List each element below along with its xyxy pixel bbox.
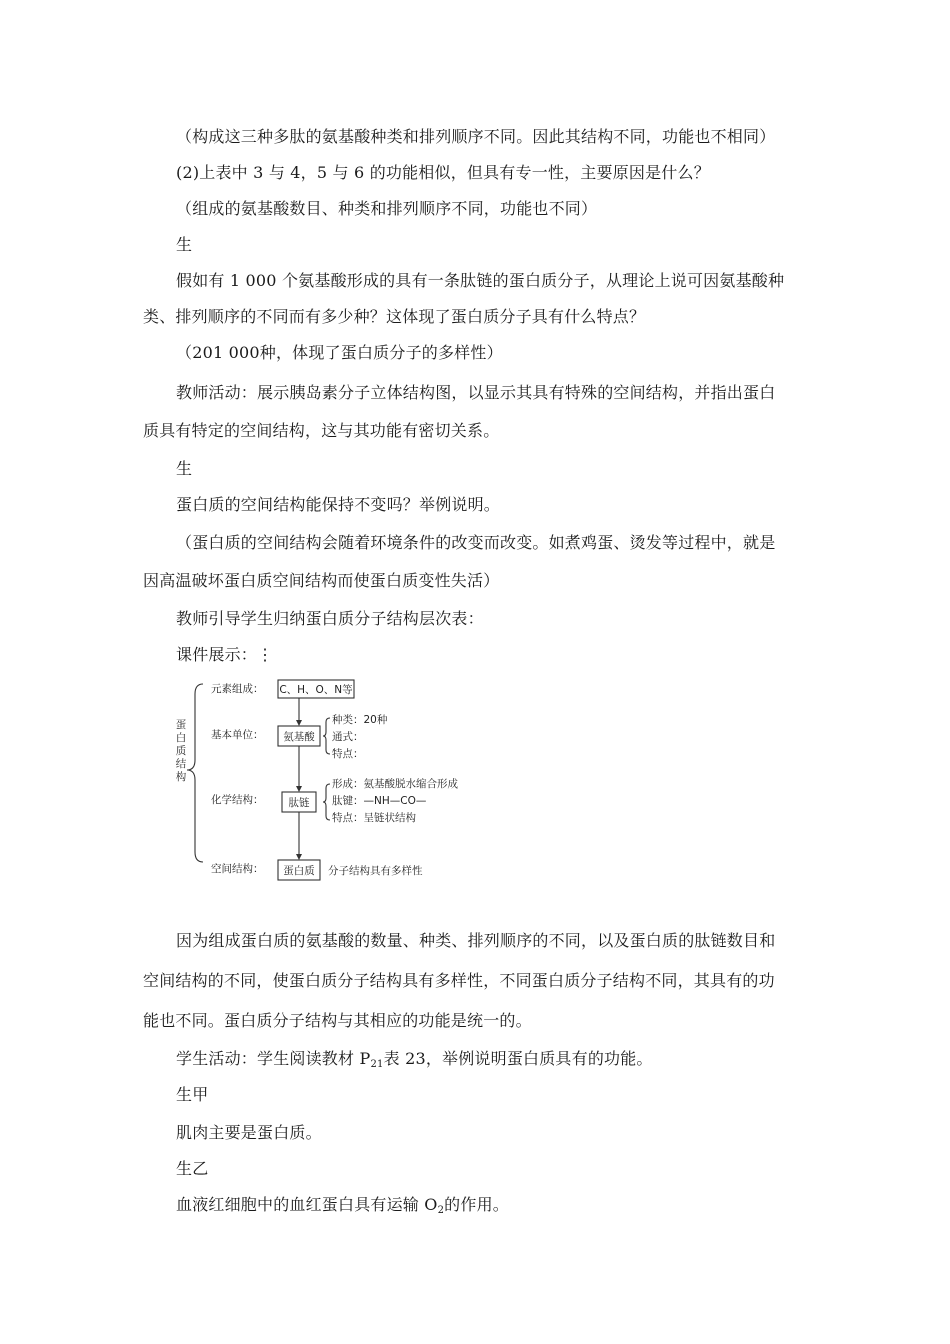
level-label: 化学结构： [211, 794, 264, 806]
speaker-label: 生乙 [176, 1159, 209, 1178]
text: 表 23，举例说明蛋白质具有的功能。 [383, 1049, 653, 1068]
paragraph: （构成这三种多肽的氨基酸种类和排列顺序不同。因此其结构不同，功能也不相同） [176, 127, 776, 146]
note: 种类：20种 [332, 714, 388, 726]
subscript: 21 [370, 1059, 384, 1070]
box-amino-acid-text: 氨基酸 [283, 731, 315, 743]
svg-text:蛋白质结构 [176, 719, 187, 783]
note: 特点：呈链状结构 [332, 812, 416, 824]
paragraph: 能也不同。蛋白质分子结构与其相应的功能是统一的。 [143, 1011, 532, 1030]
paragraph: （蛋白质的空间结构会随着环境条件的改变而改变。如煮鸡蛋、烫发等过程中，就是 [176, 533, 776, 552]
note: 肽键：—NH—CO— [332, 795, 427, 807]
speaker-label: 生 [176, 459, 193, 478]
root-label-char: 质 [175, 745, 187, 757]
paragraph: 因高温破坏蛋白质空间结构而使蛋白质变性失活） [143, 571, 500, 590]
paragraph: 蛋白质的空间结构能保持不变吗？举例说明。 [176, 495, 501, 514]
box-peptide-chain-text: 肽链 [288, 797, 310, 809]
root-label-char: 构 [175, 771, 187, 783]
text: 学生活动：学生阅读教材 P [176, 1049, 371, 1068]
question-2: (2)上表中 3 与 4，5 与 6 的功能相似，但具有专一性，主要原因是什么？ [176, 163, 710, 182]
paragraph [176, 1048, 653, 1076]
level-label: 空间结构： [211, 863, 264, 875]
paragraph: 教师引导学生归纳蛋白质分子结构层次表： [176, 609, 484, 628]
box-elements-text: C、H、O、N等 [279, 684, 353, 696]
brace [187, 684, 203, 862]
paragraph: （组成的氨基酸数目、种类和排列顺序不同，功能也不同） [176, 199, 598, 218]
root-label [176, 719, 187, 783]
subscript: 2 [437, 1205, 445, 1216]
text: 血液红细胞中的血红蛋白具有运输 O [176, 1195, 438, 1214]
paragraph: 类、排列顺序的不同而有多少种？这体现了蛋白质分子具有什么特点？ [143, 307, 646, 326]
speaker-label: 生 [176, 235, 193, 254]
note: 通式： [332, 731, 364, 743]
root-label-char: 白 [175, 732, 187, 744]
root-label-char: 蛋 [175, 719, 187, 731]
box-protein-text: 蛋白质 [283, 865, 315, 877]
paragraph: （201 000种，体现了蛋白质分子的多样性） [176, 343, 503, 362]
text: 的作用。 [444, 1195, 509, 1214]
paragraph: 假如有 1 000 个氨基酸形成的具有一条肽链的蛋白质分子，从理论上说可因氨基酸种 [176, 271, 785, 290]
paragraph: 课件展示：⋮ [176, 645, 274, 664]
flow-arrows [296, 698, 302, 860]
paragraph: 因为组成蛋白质的氨基酸的数量、种类、排列顺序的不同，以及蛋白质的肽链数目和 [176, 931, 776, 950]
paragraph: 空间结构的不同，使蛋白质分子结构具有多样性，不同蛋白质分子结构不同，其具有的功 [143, 971, 775, 990]
root-label-char: 结 [175, 758, 187, 770]
paragraph [176, 1194, 509, 1222]
speaker-label: 生甲 [176, 1085, 209, 1104]
paragraph: 质具有特定的空间结构，这与其功能有密切关系。 [143, 421, 500, 440]
paragraph: 肌肉主要是蛋白质。 [176, 1123, 322, 1142]
notes-brace [323, 784, 330, 820]
paragraph: 教师活动：展示胰岛素分子立体结构图，以显示其具有特殊的空间结构，并指出蛋白 [176, 383, 776, 402]
protein-structure-diagram [170, 672, 490, 888]
level-label: 元素组成： [211, 683, 264, 695]
note: 特点： [332, 748, 364, 760]
level-label: 基本单位： [211, 729, 264, 741]
note: 分子结构具有多样性 [328, 865, 423, 877]
notes-brace [323, 718, 330, 754]
note: 形成：氨基酸脱水缩合形成 [332, 778, 458, 790]
